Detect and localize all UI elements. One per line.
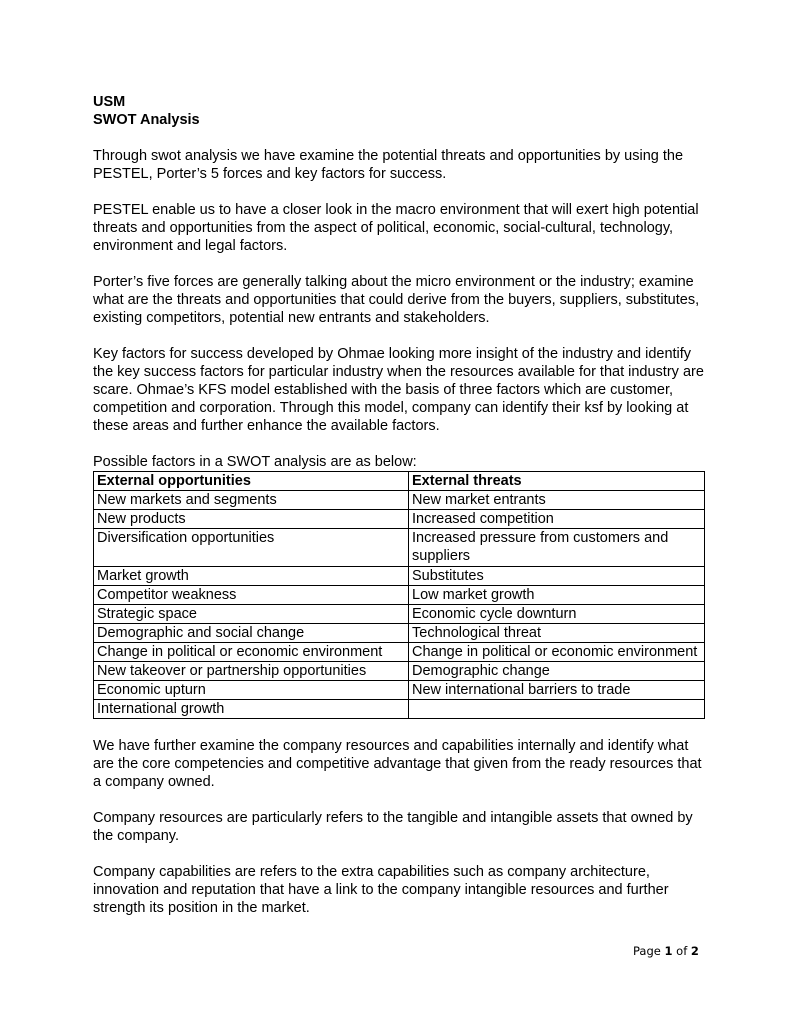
- doc-title-line1: USM: [93, 94, 126, 110]
- table-row: [94, 681, 705, 700]
- doc-title-line2: SWOT Analysis: [93, 112, 200, 128]
- table-row: [94, 567, 705, 586]
- opportunity-cell: Economic upturn: [94, 681, 409, 700]
- opportunity-cell: Strategic space: [94, 605, 409, 624]
- opportunity-cell: New products: [94, 510, 409, 529]
- of-word: of: [676, 944, 688, 958]
- swot-table: [93, 471, 705, 719]
- document-body: [93, 93, 705, 917]
- paragraph-resources-capabilities: We have further examine the company resources and capabilities internally and identify what are the core competencies and competitive advantage that given from the ready resources that a company owned.: [93, 738, 702, 790]
- table-header-row: [94, 472, 705, 491]
- threat-cell: Economic cycle downturn: [409, 605, 705, 624]
- table-intro: Possible factors in a SWOT analysis are as below:: [93, 454, 417, 470]
- threat-cell: Demographic change: [409, 662, 705, 681]
- threat-cell: New market entrants: [409, 491, 705, 510]
- table-row: [94, 662, 705, 681]
- table-row: [94, 529, 705, 567]
- paragraph-company-resources: Company resources are particularly refers to the tangible and intangible assets that owned by the company.: [93, 810, 693, 844]
- table-row: [94, 643, 705, 662]
- table-row: [94, 605, 705, 624]
- opportunity-cell: International growth: [94, 700, 409, 719]
- opportunity-cell: New takeover or partnership opportunities: [94, 662, 409, 681]
- paragraph-pestel: PESTEL enable us to have a closer look in the macro environment that will exert high potential threats and opportunities from the aspect of political, economic, social-cultural, technology, environment and legal factors.: [93, 202, 699, 254]
- opportunity-cell: Market growth: [94, 567, 409, 586]
- threat-cell: Increased competition: [409, 510, 705, 529]
- threat-cell: Technological threat: [409, 624, 705, 643]
- paragraph-kfs: Key factors for success developed by Ohmae looking more insight of the industry and identify the key success factors for particular industry when the resources available for that industry are scare. Ohmae’s KFS model established with the basis of three factors which are customer, competition and corporation. Through this model, company can identify their ksf by looking at these areas and further enhance the available factors.: [93, 346, 704, 434]
- table-row: [94, 624, 705, 643]
- table-row: [94, 586, 705, 605]
- threat-cell: Change in political or economic environment: [409, 643, 705, 662]
- paragraph-intro: Through swot analysis we have examine the potential threats and opportunities by using the PESTEL, Porter’s 5 forces and key factors for success.: [93, 148, 684, 182]
- current-page: 1: [664, 944, 673, 958]
- table-row: [94, 510, 705, 529]
- total-pages: 2: [690, 944, 699, 958]
- header-threats: External threats: [409, 472, 705, 491]
- threat-cell: Low market growth: [409, 586, 705, 605]
- paragraph-porter: Porter’s five forces are generally talking about the micro environment or the industry; examine what are the threats and opportunities that could derive from the buyers, suppliers, substitutes, existing competitors, potential new entrants and stakeholders.: [93, 274, 700, 326]
- opportunity-cell: Competitor weakness: [94, 586, 409, 605]
- table-row: [94, 700, 705, 719]
- header-opportunities: External opportunities: [94, 472, 409, 491]
- threat-cell: Substitutes: [409, 567, 705, 586]
- threat-cell: Increased pressure from customers and suppliers: [409, 529, 705, 567]
- threat-cell: [409, 700, 705, 719]
- paragraph-company-capabilities: Company capabilities are refers to the extra capabilities such as company architecture, innovation and reputation that have a link to the company intangible resources and further strength its position in the market.: [93, 864, 669, 916]
- table-row: [94, 491, 705, 510]
- page-word: Page: [633, 944, 661, 958]
- opportunity-cell: Change in political or economic environment: [94, 643, 409, 662]
- threat-cell: New international barriers to trade: [409, 681, 705, 700]
- opportunity-cell: New markets and segments: [94, 491, 409, 510]
- opportunity-cell: Diversification opportunities: [94, 529, 409, 567]
- opportunity-cell: Demographic and social change: [94, 624, 409, 643]
- page-number-footer: [633, 942, 699, 960]
